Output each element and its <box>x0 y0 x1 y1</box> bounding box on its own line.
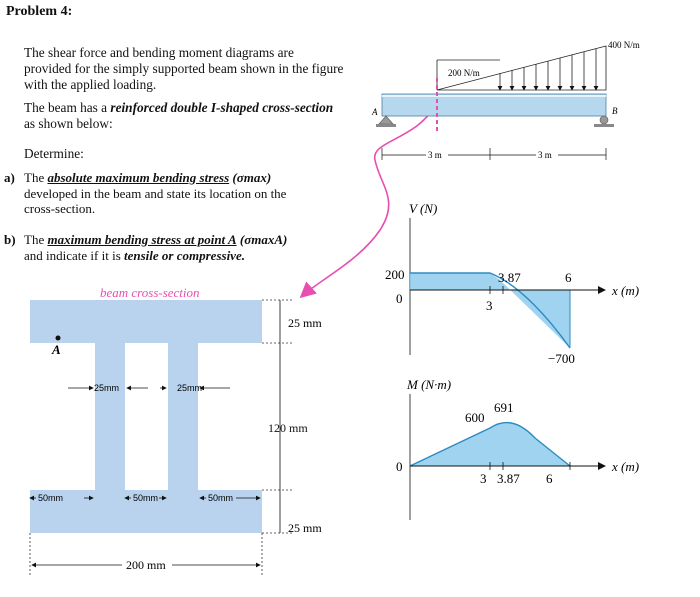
moment-x-6: 6 <box>546 471 553 486</box>
web-left <box>95 343 125 490</box>
span-2-label: 3 m <box>538 150 552 160</box>
dim-web-height: 120 mm <box>268 421 308 435</box>
shear-y-0: 0 <box>396 291 403 306</box>
shear-diagram <box>385 201 639 366</box>
question-b-symbol: (σmaxA) <box>239 232 288 247</box>
moment-x-label: x (m) <box>612 459 640 474</box>
moment-x-387: 3.87 <box>497 471 520 486</box>
problem-heading: Problem 4: <box>6 4 73 19</box>
moment-area <box>410 423 570 466</box>
moment-y-0: 0 <box>396 459 403 474</box>
support-a-pin <box>379 116 393 124</box>
point-a-label: A <box>52 342 61 357</box>
dim-gap-left: 50mm <box>38 493 64 503</box>
question-a-emph: absolute maximum bending stress <box>47 170 230 185</box>
dim-top-flange: 25 mm <box>288 316 322 330</box>
question-b-pre: The <box>24 232 48 247</box>
question-a-symbol: (σmax) <box>232 170 272 185</box>
load-right-label: 400 N/m <box>608 40 640 50</box>
support-b-label: B <box>612 106 618 116</box>
dim-gap-mid: 50mm <box>133 493 159 503</box>
moment-x-3: 3 <box>480 471 487 486</box>
question-a-pre: The <box>24 170 48 185</box>
support-a-label: A <box>372 107 378 117</box>
question-a-line3: cross-section. <box>24 201 96 216</box>
web-right <box>168 343 198 490</box>
question-b-line2-pre: and indicate if it is <box>24 247 125 263</box>
beam-note-prefix: The beam has a <box>24 100 111 115</box>
question-b-label: b) <box>4 232 16 247</box>
moment-val-691: 691 <box>494 400 514 415</box>
dim-web-right: 25mm <box>177 383 203 393</box>
question-a-line2: developed in the beam and state its location on the <box>24 185 287 201</box>
dim-gap-right: 50mm <box>208 493 234 503</box>
dim-width: 200 mm <box>126 558 166 572</box>
shear-axis-label: V (N) <box>409 201 438 216</box>
beam-note-suffix: as shown below: <box>24 116 113 131</box>
shear-x-3: 3 <box>486 298 493 313</box>
question-b-emph: maximum bending stress at point A <box>47 232 237 247</box>
question-a-label: a) <box>4 170 15 185</box>
dim-bottom-flange: 25 mm <box>288 521 322 535</box>
top-flange <box>30 300 262 343</box>
shear-y-200: 200 <box>385 267 405 282</box>
point-a-marker <box>56 336 61 341</box>
shear-x-6: 6 <box>565 270 572 285</box>
shear-x-label: x (m) <box>612 283 640 298</box>
span-1-label: 3 m <box>428 150 442 160</box>
shear-x-387: 3.87 <box>498 270 521 285</box>
moment-axis-label: M (N·m) <box>407 377 452 392</box>
load-left-label: 200 N/m <box>448 68 480 78</box>
beam-figure <box>371 40 640 160</box>
shear-min-label: −700 <box>548 351 575 366</box>
determine-label: Determine: <box>24 146 84 161</box>
section-title: beam cross-section <box>100 285 200 300</box>
section-callout-arrow <box>302 101 437 296</box>
question-b-line2-emph: tensile or compressive. <box>124 247 245 263</box>
beam-note-emph: reinforced double I-shaped cross-section <box>110 100 334 115</box>
support-b-roller <box>600 116 608 124</box>
beam-body <box>382 94 606 116</box>
dim-web-left: 25mm <box>94 383 120 393</box>
moment-val-600: 600 <box>465 410 485 425</box>
intro-paragraph: The shear force and bending moment diagrams are provided for the simply supported beam shown in the figure with the applied loading. <box>24 45 344 92</box>
moment-diagram <box>396 377 639 520</box>
